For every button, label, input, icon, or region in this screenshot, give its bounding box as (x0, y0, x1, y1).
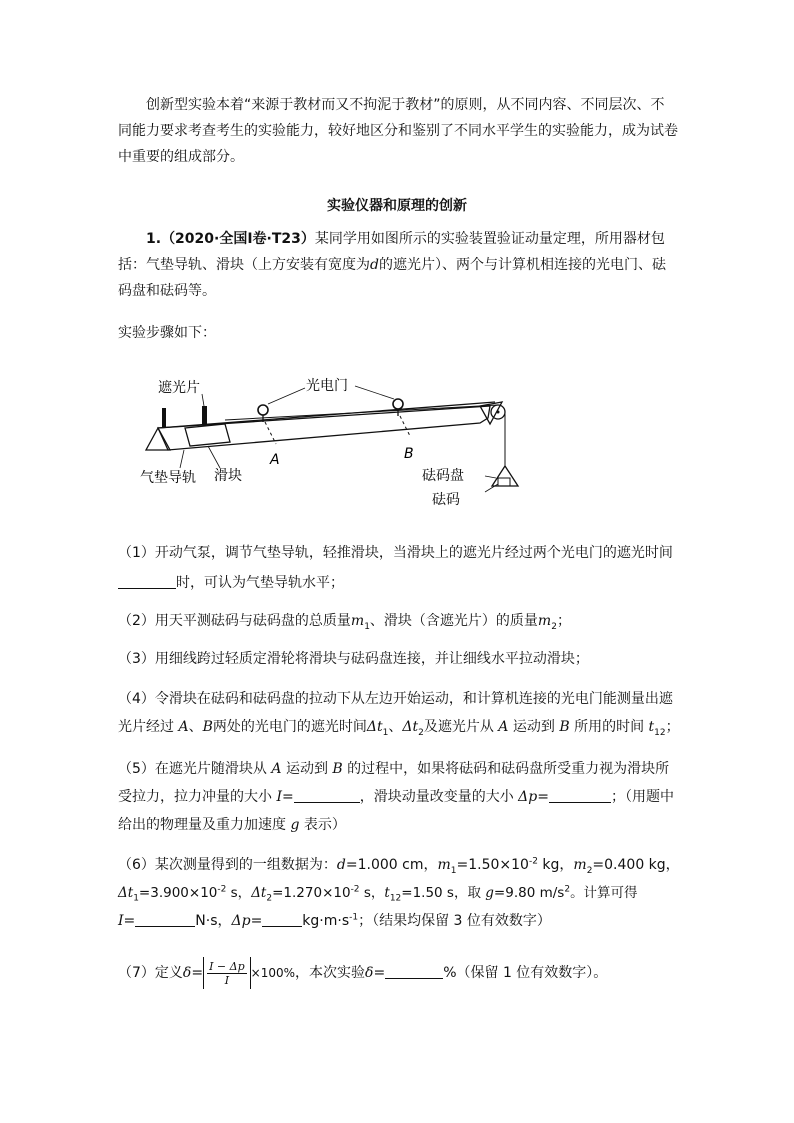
label-weight: 砝码 (432, 492, 460, 508)
q5-line2: 受拉力，拉力冲量的大小 I= ，滑块动量改变量的大小 Δp= ；（用题中 (118, 789, 674, 805)
steps-intro: 实验步骤如下： (118, 325, 216, 341)
q6-line3: I= N·s，$\Delta p= kg\cdot m\cdot s^{-1}$；（结果均保留 3 位有效数字） (118, 912, 551, 929)
photogate-B (393, 399, 403, 409)
q4-line1: （4）令滑块在砝码和砝码盘的拉动下从左边开始运动，和计算机连接的光电门能测量出遮 (118, 691, 673, 707)
q4-line2: 光片经过 A、B两处的光电门的遮光时间$\Delta t_1$、$\Delta t_2$及遮光片从 A 运动到 B 所用的时间 $t_{12}$； (118, 719, 680, 738)
left-post (162, 408, 166, 428)
var-d: d (370, 257, 379, 273)
string-horizontal (225, 405, 498, 420)
label-B: B (404, 446, 414, 462)
problem-source: （2020·全国Ⅰ卷·T23） (161, 231, 315, 247)
q3-line: （3）用细线跨过轻质定滑轮将滑块与砝码盘连接，并让细线水平拉动滑块； (118, 651, 589, 667)
weights (498, 478, 510, 486)
label-A: A (270, 452, 280, 468)
air-track-rail (158, 406, 490, 450)
label-shade: 遮光片 (158, 380, 200, 396)
q5-line1: （5）在遮光片随滑块从 A 运动到 B 的过程中，如果将砝码和砝码盘所受重力视为滑块所 (118, 761, 670, 777)
q1-line1: （1）开动气泵，调节气垫导轨，轻推滑块，当滑块上的遮光片经过两个光电门的遮光时间 (118, 545, 673, 561)
apparatus-figure (140, 368, 530, 516)
answer-blank-impulse[interactable] (294, 788, 360, 803)
q7-line: （7）定义δ= $\frac{I - \Delta p}{I}$ ×100%，本次实验δ= %（保留 1 位有效数字）。 (118, 956, 678, 990)
weight-pan (492, 466, 518, 486)
slider (185, 424, 230, 446)
answer-blank-1[interactable] (118, 574, 176, 589)
photogate-A (258, 405, 268, 415)
q6-line2: $\Delta t_1=3.900\times 10^{-2}$ s，$\Delta t_2=1.270\times 10^{-2}$ s，$t_{12}=1.50$ s，取 g=9.80 $m/s^2$。计算可得 (118, 884, 638, 904)
q6-line1: （6）某次测量得到的一组数据为：d=1.000 cm，$m_1=1.50\times 10^{-2}$ kg，$m_2=0.400$ kg， (118, 856, 680, 876)
rail-top-edge (158, 402, 495, 428)
q5-line3: 给出的物理量及重力加速度 g 表示） (118, 817, 346, 833)
q1-line2: 时，可认为气垫导轨水平； (118, 570, 678, 596)
label-gate: 光电门 (306, 378, 348, 394)
answer-blank-I-value[interactable] (135, 912, 195, 927)
answer-blank-momentum[interactable] (549, 788, 611, 803)
shade-piece (202, 406, 207, 424)
problem-text-b: 的遮光片）、两个与计算机相连接的光电门、砝码盘和砝码等。 (118, 257, 666, 299)
problem-statement (118, 226, 678, 304)
label-slider: 滑块 (214, 468, 242, 484)
label-pan: 砝码盘 (422, 468, 464, 484)
label-rail: 气垫导轨 (140, 470, 196, 486)
problem-number: 1. (146, 231, 162, 247)
abs-fraction: $\frac{I - \Delta p}{I}$ (203, 957, 251, 989)
answer-blank-dp-value[interactable] (262, 912, 302, 927)
section-title: 实验仪器和原理的创新 (327, 198, 467, 214)
intro-paragraph: 创新型实验本着“来源于教材而又不拘泥于教材”的原则，从不同内容、不同层次、不同能力要求考查考生的实验能力，较好地区分和鉴别了不同水平学生的实验能力，成为试卷中重要的组成部分。 (118, 97, 678, 165)
answer-blank-delta[interactable] (385, 964, 443, 979)
q2-line: （2）用天平测砝码与砝码盘的总质量$m_1$、滑块（含遮光片）的质量$m_2$； (118, 613, 571, 632)
problem-text-a: 某同学用如图所示的实验装置验证动量定理，所用器材包括：气垫导轨、滑块（上方安装有宽度为 (118, 231, 665, 273)
